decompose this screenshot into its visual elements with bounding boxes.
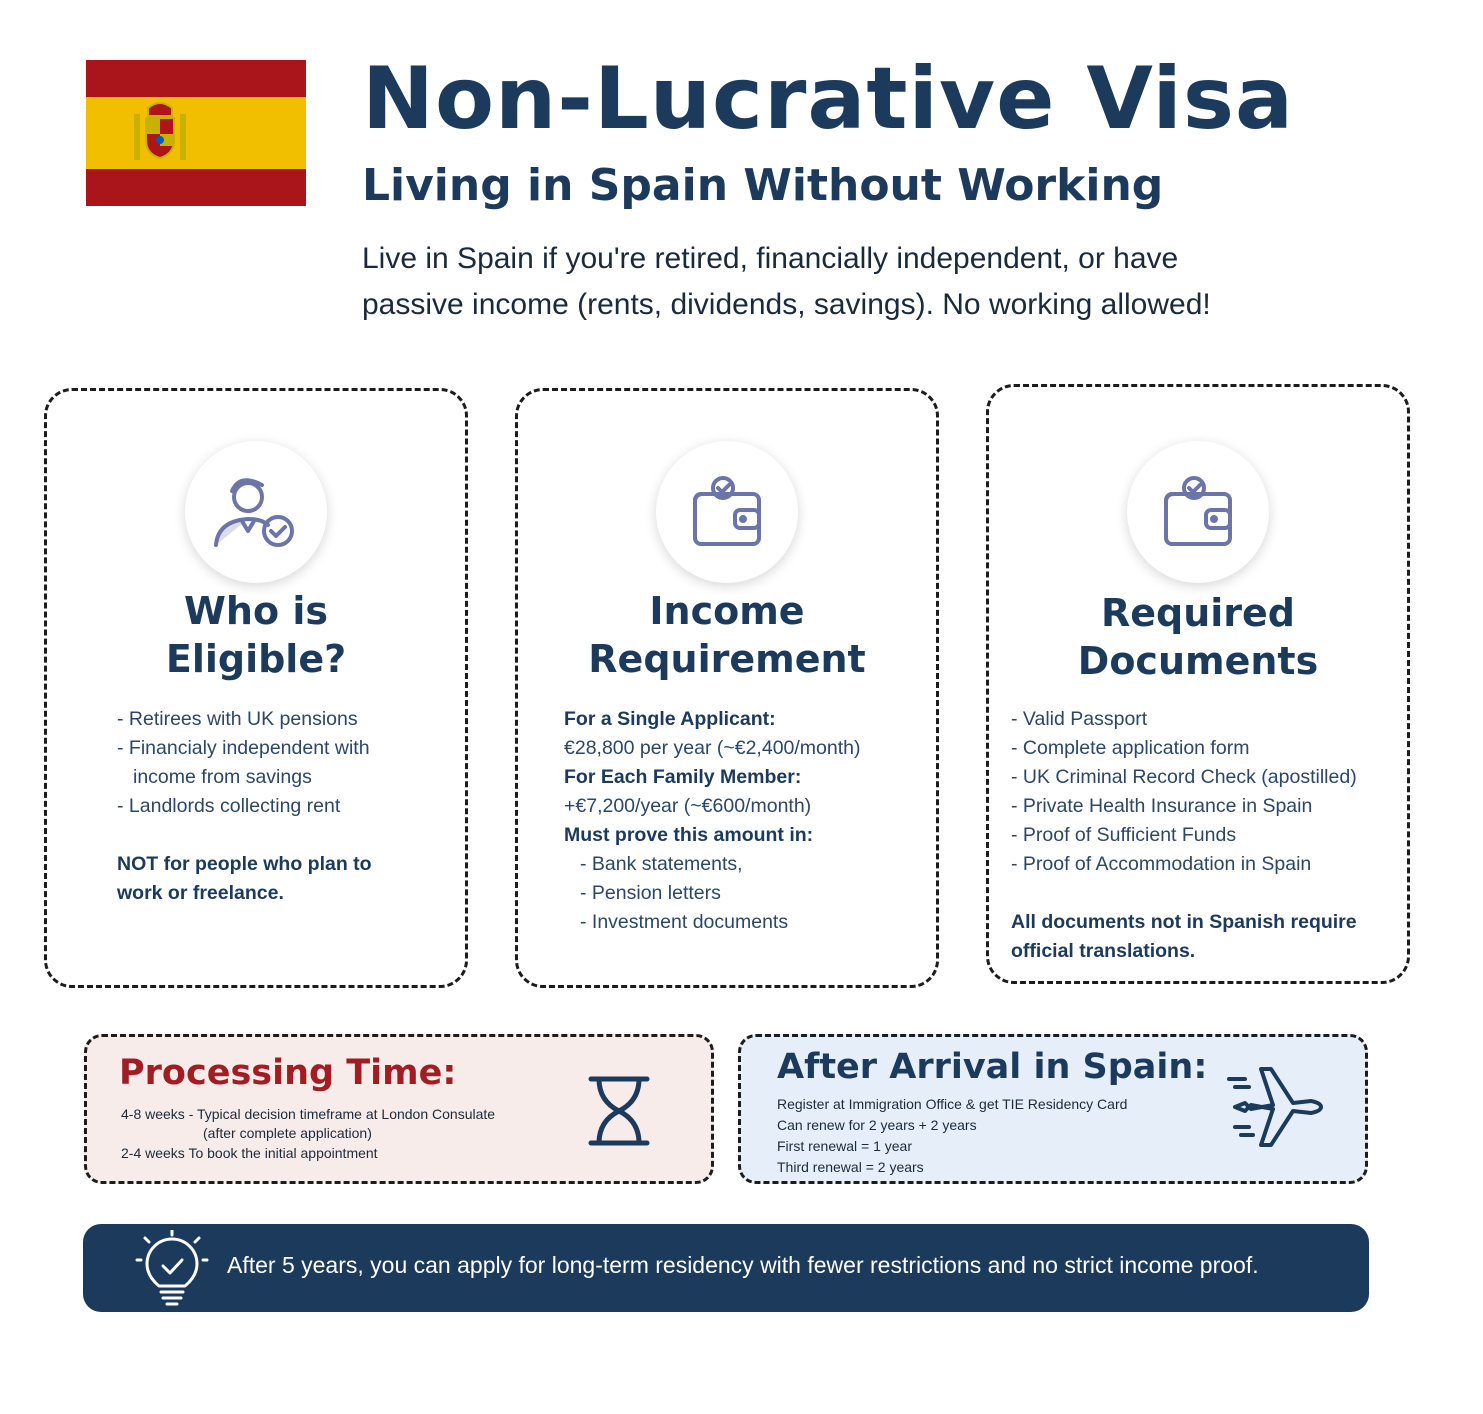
eligibility-list <box>117 705 372 908</box>
intro-text <box>362 236 1362 328</box>
list-item: - Proof of Sufficient Funds <box>1011 824 1237 846</box>
single-applicant-label: For a Single Applicant: <box>564 708 776 730</box>
list-item: - Financialy independent with <box>117 737 370 759</box>
arrival-line: Register at Immigration Office & get TIE Residency Card <box>777 1096 1128 1112</box>
list-item: - Pension letters <box>580 882 721 904</box>
list-item: - Proof of Accommodation in Spain <box>1011 853 1312 875</box>
list-item: - Landlords collecting rent <box>117 795 341 817</box>
card-title-line: Income <box>649 589 805 633</box>
note-text: NOT for people who plan to <box>117 853 372 875</box>
prove-label: Must prove this amount in: <box>564 824 814 846</box>
family-member-label: For Each Family Member: <box>564 766 802 788</box>
card-title <box>47 587 465 683</box>
after-arrival-box <box>738 1034 1368 1184</box>
list-item: - Private Health Insurance in Spain <box>1011 795 1313 817</box>
list-item: income from savings <box>133 766 312 788</box>
income-details <box>564 705 861 937</box>
airplane-icon <box>1227 1063 1323 1151</box>
card-title <box>518 587 936 683</box>
list-item: - Investment documents <box>580 911 789 933</box>
intro-line: Live in Spain if you're retired, financially independent, or have <box>362 242 1179 275</box>
note-text: All documents not in Spanish require <box>1011 911 1357 933</box>
eligibility-card <box>44 388 468 988</box>
page-title: Non-Lucrative Visa <box>362 49 1295 149</box>
card-title-line: Eligible? <box>165 637 347 681</box>
arrival-line: Third renewal = 2 years <box>777 1159 924 1175</box>
spain-flag-icon <box>86 60 306 206</box>
documents-card <box>986 384 1410 984</box>
page-subtitle: Living in Spain Without Working <box>362 160 1164 211</box>
intro-line: passive income (rents, dividends, savings). No working allowed! <box>362 288 1211 321</box>
lightbulb-icon <box>135 1230 209 1308</box>
processing-line: 4-8 weeks - Typical decision timeframe at London Consulate <box>121 1106 496 1122</box>
processing-line: 2-4 weeks To book the initial appointment <box>121 1145 378 1161</box>
note-text: work or freelance. <box>117 882 284 904</box>
hourglass-icon <box>587 1075 651 1147</box>
card-title-line: Documents <box>1077 639 1319 683</box>
card-title <box>989 589 1407 685</box>
list-item: - UK Criminal Record Check (apostilled) <box>1011 766 1357 788</box>
note-text: official translations. <box>1011 940 1196 962</box>
list-item: - Complete application form <box>1011 737 1250 759</box>
processing-time-box <box>84 1034 714 1184</box>
wallet-check-icon <box>656 441 798 583</box>
card-title-line: Required <box>1100 591 1296 635</box>
processing-line: (after complete application) <box>203 1125 372 1141</box>
processing-title: Processing Time: <box>119 1053 457 1093</box>
wallet-check-icon <box>1127 441 1269 583</box>
family-member-value: +€7,200/year (~€600/month) <box>564 795 812 817</box>
card-title-line: Who is <box>184 589 328 633</box>
single-applicant-value: €28,800 per year (~€2,400/month) <box>564 737 861 759</box>
banner-text: After 5 years, you can apply for long-term residency with fewer restrictions and no strict income proof. <box>227 1252 1259 1278</box>
arrival-line: Can renew for 2 years + 2 years <box>777 1117 977 1133</box>
card-title-line: Requirement <box>588 637 866 681</box>
list-item: - Bank statements, <box>580 853 743 875</box>
list-item: - Valid Passport <box>1011 708 1148 730</box>
tip-banner <box>83 1224 1369 1312</box>
arrival-title: After Arrival in Spain: <box>777 1047 1208 1087</box>
documents-list <box>1011 705 1357 966</box>
income-card <box>515 388 939 988</box>
arrival-line: First renewal = 1 year <box>777 1138 912 1154</box>
user-check-icon <box>185 441 327 583</box>
list-item: - Retirees with UK pensions <box>117 708 358 730</box>
